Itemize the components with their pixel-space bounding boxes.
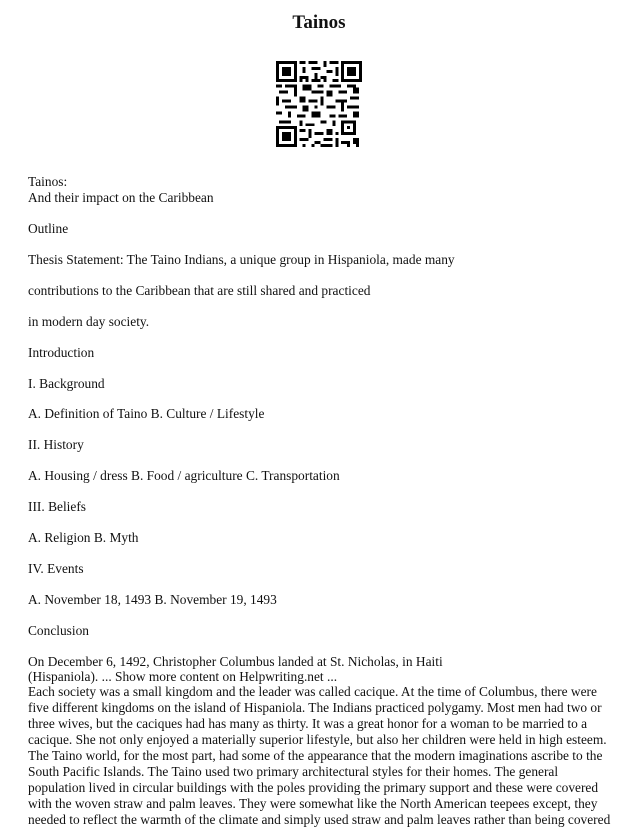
section-3-items: A. Religion B. Myth bbox=[28, 530, 139, 545]
section-4-heading: IV. Events bbox=[28, 561, 84, 576]
section-4-items: A. November 18, 1493 B. November 19, 1493 bbox=[28, 592, 277, 607]
section-3-heading: III. Beliefs bbox=[28, 499, 87, 514]
body-intro-line-2: (Hispaniola). ... Show more content on Helpwriting.net ... bbox=[28, 669, 338, 684]
body-intro-line-1: On December 6, 1492, Christopher Columbus landed at St. Nicholas, in Haiti bbox=[28, 654, 443, 669]
section-2-items: A. Housing / dress B. Food / agriculture C. Transportation bbox=[28, 468, 340, 483]
page-title: Tainos bbox=[292, 12, 346, 33]
header-line-2: And their impact on the Caribbean bbox=[28, 190, 214, 205]
thesis-line-2: contributions to the Caribbean that are still shared and practiced bbox=[28, 283, 371, 298]
section-2-heading: II. History bbox=[28, 437, 84, 452]
body-paragraph: Each society was a small kingdom and the leader was called cacique. At the time of Columbus, there were five different kingdoms on the island of Hispaniola. The Indians practiced polygamy. Most men had two or three wives, but the caciques had has many as thirty. It was a great honor for a woman to be married to a cacique. She not only enjoyed a materially superior lifestyle, but also her children were held in high esteem. The Taino world, for the most part, had some of the appearance that the modern imaginations ascribe to the South Pacific Islands. The Taino used two primary architectural styles for their homes. The general population lived in circular buildings with the poles providing the primary support and these were covered with the woven straw and palm leaves. They were somewhat like the North American teepees except, they needed to reflect the warmth of the climate and simply used straw and palm leaves rather than being covered bbox=[28, 684, 611, 827]
thesis-line-1: Thesis Statement: The Taino Indians, a unique group in Hispaniola, made many bbox=[28, 252, 455, 267]
section-1-items: A. Definition of Taino B. Culture / Lifestyle bbox=[28, 406, 265, 421]
thesis-line-3: in modern day society. bbox=[28, 314, 150, 329]
outline-label: Outline bbox=[28, 221, 69, 236]
introduction-heading: Introduction bbox=[28, 345, 95, 360]
qr-code-icon bbox=[276, 61, 362, 147]
conclusion-heading: Conclusion bbox=[28, 623, 90, 638]
header-line-1: Tainos: bbox=[28, 174, 68, 189]
section-1-heading: I. Background bbox=[28, 376, 105, 391]
